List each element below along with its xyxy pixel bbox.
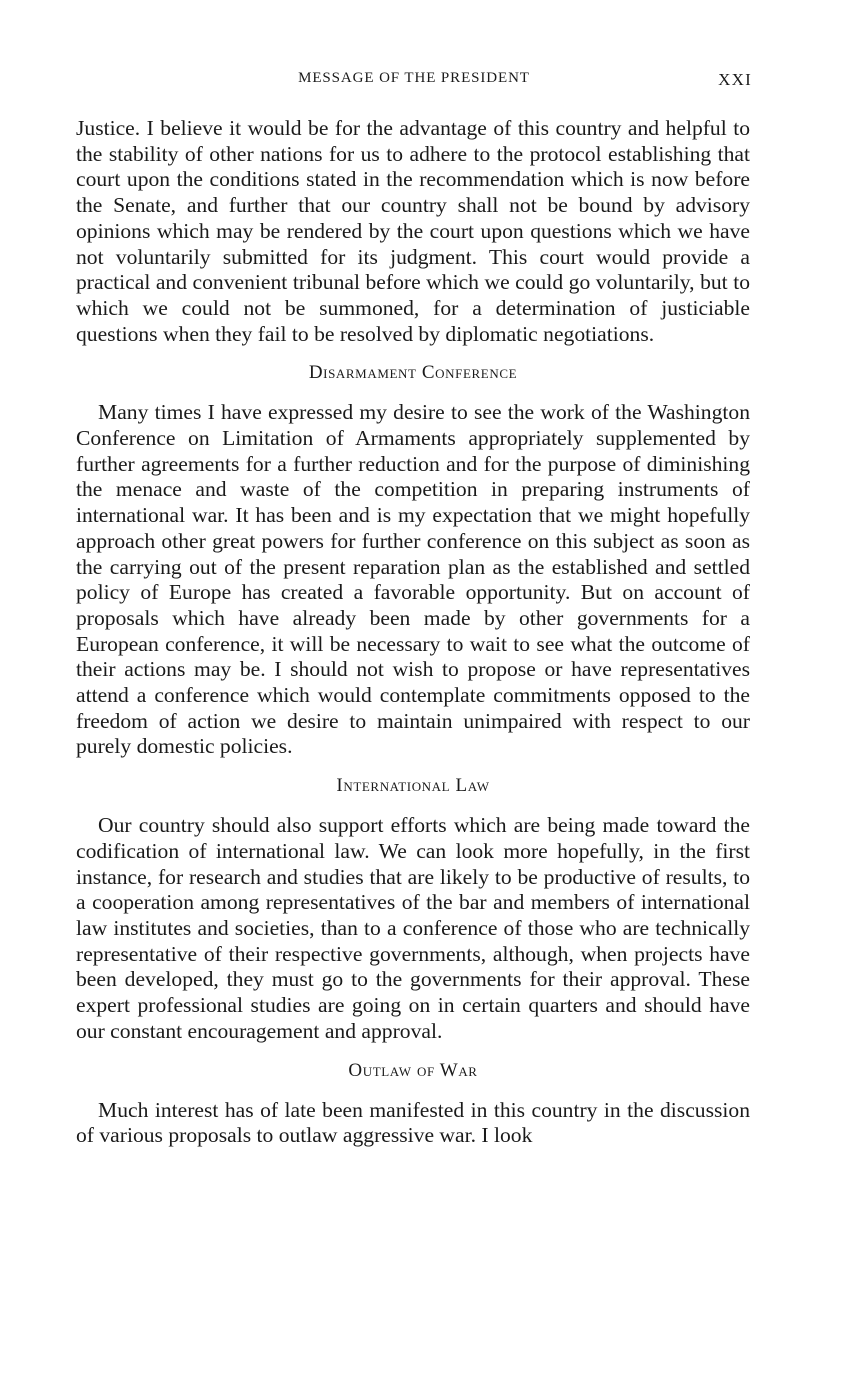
running-title: MESSAGE OF THE PRESIDENT	[298, 70, 530, 86]
paragraph-disarmament: Many times I have expressed my desire to see the work of the Washington Conference on Limitation of Armaments appropriately supplemented by further agreements for a further reduction and for the purpose of diminishing the menace and waste of the competition in preparing instruments of international war. It has been and is my expectation that we might hopefully approach other great powers for further conference on this subject as soon as the carrying out of the present reparation plan as the established and settled policy of Europe has created a favorable opportunity. But on account of proposals which have already been made by other governments for a European conference, it will be necessary to wait to see what the outcome of their actions may be. I should not wish to propose or have representatives attend a conference which would contemplate commitments opposed to the freedom of action we desire to maintain unimpaired with respect to our purely domestic policies.	[76, 400, 750, 759]
heading-international-law: International Law	[336, 775, 490, 797]
paragraph-international-law: Our country should also support efforts which are being made toward the codification of international law. We can look more hopefully, in the first instance, for research and studies that are likely to be productive of results, to a cooperation among representatives of the bar and members of international law institutes and societies, than to a conference of those who are technically representative of their respective governments, although, when projects have been developed, they must go to the governments for their approval. These expert professional studies are going on in certain quarters and should have our constant encouragement and approval.	[76, 813, 750, 1043]
heading-outlaw-of-war: Outlaw of War	[348, 1059, 478, 1081]
paragraph-outlaw-of-war: Much interest has of late been manifested in this country in the discussion of various proposals to outlaw aggressive war. I look	[76, 1097, 750, 1148]
paragraph-court-protocol: Justice. I believe it would be for the advantage of this country and helpful to the stability of other nations for us to adhere to the protocol establishing that court upon the conditions stated in the recommendation which is now before the Senate, and further that our country shall not be bound by advisory opinions which may be rendered by the court upon questions which we have not voluntarily submitted for its judgment. This court would provide a practical and convenient tribunal before which we could go voluntarily, but to which we could not be summoned, for a determination of justiciable questions when they fail to be resolved by diplomatic negotiations.	[76, 116, 750, 346]
heading-disarmament-conference: Disarmament Conference	[308, 362, 518, 384]
running-header	[76, 70, 752, 94]
page-number: XXI	[718, 70, 752, 89]
body-text	[76, 116, 750, 1149]
